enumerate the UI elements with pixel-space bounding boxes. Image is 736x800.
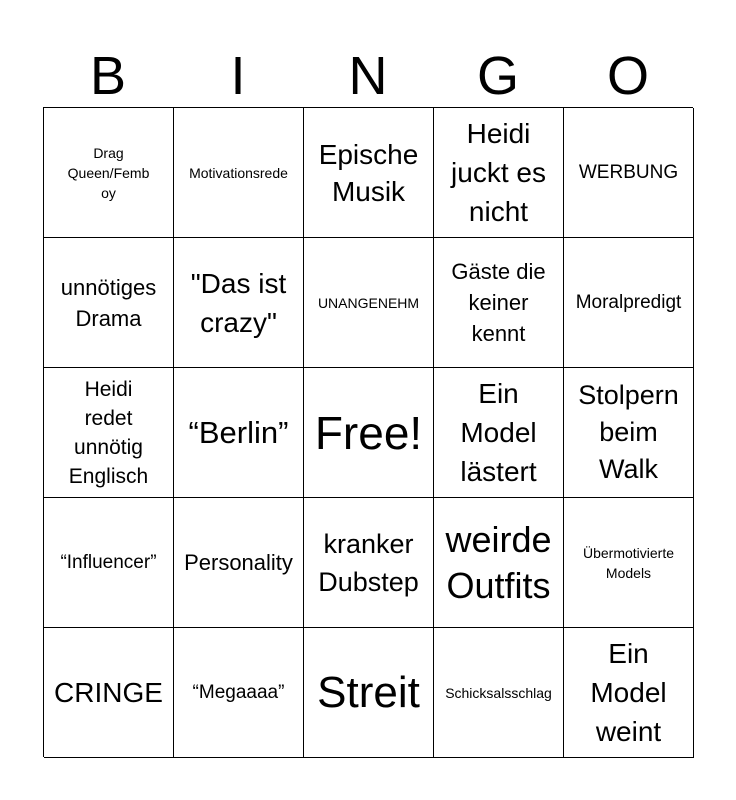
bingo-header	[43, 46, 693, 106]
header-letter-i: I	[230, 46, 246, 106]
cell-text: Übermotivierte Models	[582, 544, 675, 581]
cell-text: Ein Model weint	[590, 638, 667, 747]
cell-text: Moralpredigt	[575, 291, 682, 313]
bingo-cell[interactable]	[434, 238, 564, 368]
bingo-cell[interactable]	[44, 628, 174, 758]
cell-text: Drag Queen/Femboy	[67, 144, 150, 201]
bingo-cell[interactable]	[564, 368, 694, 498]
cell-text: Motivationsrede	[189, 164, 288, 181]
cell-text: “Berlin”	[188, 415, 289, 450]
bingo-cell[interactable]	[44, 498, 174, 628]
cell-text: “Megaaaa”	[192, 681, 285, 703]
bingo-board	[43, 107, 693, 757]
bingo-cell[interactable]	[564, 498, 694, 628]
bingo-cell[interactable]	[304, 108, 434, 238]
bingo-cell[interactable]	[304, 368, 434, 498]
bingo-cell[interactable]	[44, 108, 174, 238]
header-letter-n: N	[348, 46, 388, 106]
cell-text: "Das ist crazy"	[190, 267, 287, 338]
cell-text: weirde Outfits	[445, 518, 552, 606]
cell-text: UNANGENEHM	[317, 294, 420, 311]
bingo-cell[interactable]	[304, 238, 434, 368]
bingo-cell[interactable]	[174, 108, 304, 238]
bingo-cell[interactable]	[44, 368, 174, 498]
bingo-cell[interactable]	[434, 628, 564, 758]
bingo-cell[interactable]	[434, 368, 564, 498]
bingo-cell[interactable]	[44, 238, 174, 368]
cell-text: Epische Musik	[318, 138, 419, 207]
cell-text: WERBUNG	[578, 162, 679, 183]
bingo-cell[interactable]	[304, 498, 434, 628]
bingo-cell[interactable]	[174, 628, 304, 758]
free-space: Free!	[314, 406, 423, 459]
cell-text: kranker Dubstep	[318, 528, 419, 597]
bingo-cell[interactable]	[564, 628, 694, 758]
cell-text: Streit	[317, 667, 420, 717]
cell-text: unnötiges Drama	[60, 274, 157, 331]
bingo-cell[interactable]	[304, 628, 434, 758]
cell-text: “Influencer”	[60, 551, 157, 573]
cell-text: Schicksalsschlag	[445, 684, 552, 701]
header-letter-g: G	[476, 46, 519, 106]
cell-text: Gäste die keiner kennt	[451, 259, 546, 346]
bingo-cell[interactable]	[564, 238, 694, 368]
header-letter-o: O	[606, 46, 649, 106]
cell-text: CRINGE	[54, 677, 163, 708]
header-letter-b: B	[89, 46, 127, 106]
bingo-cell[interactable]	[174, 498, 304, 628]
bingo-cell[interactable]	[434, 108, 564, 238]
bingo-cell[interactable]	[434, 498, 564, 628]
bingo-cell[interactable]	[174, 368, 304, 498]
bingo-cell[interactable]	[564, 108, 694, 238]
bingo-cell[interactable]	[174, 238, 304, 368]
cell-text: Personality	[184, 550, 293, 575]
cell-text: Ein Model lästert	[460, 378, 537, 487]
cell-text: Heidi juckt es nicht	[451, 118, 546, 227]
cell-text: Heidi redet unnötig Englisch	[68, 377, 149, 488]
cell-text: Stolpern beim Walk	[578, 380, 679, 484]
